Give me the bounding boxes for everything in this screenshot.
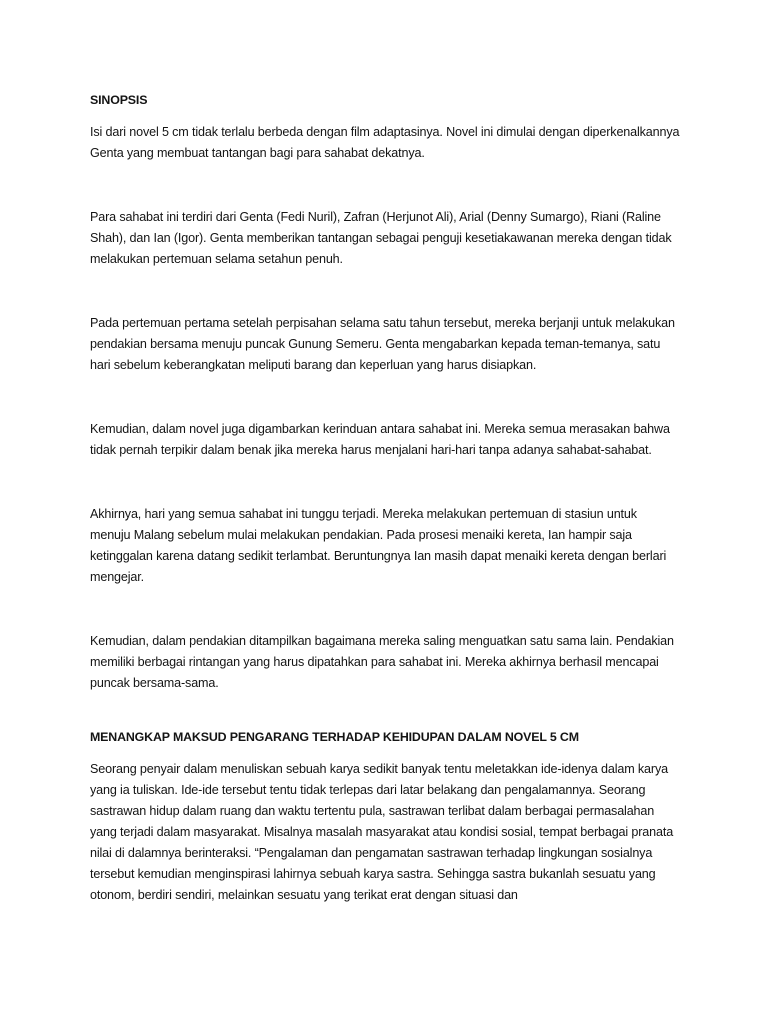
paragraph-longing: Kemudian, dalam novel juga digambarkan kerinduan antara sahabat ini. Mereka semua merasakan bahwa tidak pernah terpikir dalam benak jika mereka harus menjalani hari-hari tanpa adanya sahabat-sahabat. <box>90 422 670 457</box>
paragraph-first-meeting: Pada pertemuan pertama setelah perpisahan selama satu tahun tersebut, mereka berjanji untuk melakukan pendakian bersama menuju puncak Gunung Semeru. Genta mengabarkan kepada teman-temanya, satu hari sebelum keberangkatan meliputi barang dan keperluan yang harus disiapkan. <box>90 316 675 372</box>
section-heading-author-intent: MENANGKAP MAKSUD PENGARANG TERHADAP KEHIDUPAN DALAM NOVEL 5 CM <box>90 730 579 744</box>
paragraph-synopsis-intro: Isi dari novel 5 cm tidak terlalu berbeda dengan film adaptasinya. Novel ini dimulai dengan diperkenalkannya Genta yang membuat tantangan bagi para sahabat dekatnya. <box>90 125 680 160</box>
section-heading-sinopsis: SINOPSIS <box>90 93 148 107</box>
paragraph-departure: Akhirnya, hari yang semua sahabat ini tunggu terjadi. Mereka melakukan pertemuan di stasiun untuk menuju Malang sebelum mulai melakukan pendakian. Pada prosesi menaiki kereta, Ian hampir saja ketinggalan karena datang sedikit terlambat. Beruntungnya Ian masih dapat menaiki kereta dengan berlari mengejar. <box>90 507 667 584</box>
paragraph-summit: Kemudian, dalam pendakian ditampilkan bagaimana mereka saling menguatkan satu sama lain. Pendakian memiliki berbagai rintangan yang harus dipatahkan para sahabat ini. Mereka akhirnya berhasil mencapai puncak bersama-sama. <box>90 634 674 690</box>
paragraph-author-intent: Seorang penyair dalam menuliskan sebuah karya sedikit banyak tentu meletakkan ide-idenya dalam karya yang ia tuliskan. Ide-ide tersebut tentu tidak terlepas dari latar belakang dan pengalamannya. Seorang sastrawan hidup dalam ruang dan waktu tertentu pula, sastrawan terlibat dalam berbagai permasalahan yang terjadi dalam masyarakat. Misalnya masalah masyarakat atau kondisi sosial, tempat berbagai pranata nilai di dalamnya berinteraksi. “Pengalaman dan pengamatan sastrawan terhadap lingkungan sosialnya tersebut kemudian menginspirasi lahirnya sebuah karya sastra. Sehingga sastra bukanlah sesuatu yang otonom, berdiri sendiri, melainkan sesuatu yang terikat erat dengan situasi dan <box>90 762 674 902</box>
paragraph-characters: Para sahabat ini terdiri dari Genta (Fedi Nuril), Zafran (Herjunot Ali), Arial (Denny Sumargo), Riani (Raline Shah), dan Ian (Igor). Genta memberikan tantangan sebagai penguji kesetiakawanan mereka dengan tidak melakukan pertemuan selama setahun penuh. <box>90 210 672 266</box>
document-body <box>90 90 680 906</box>
